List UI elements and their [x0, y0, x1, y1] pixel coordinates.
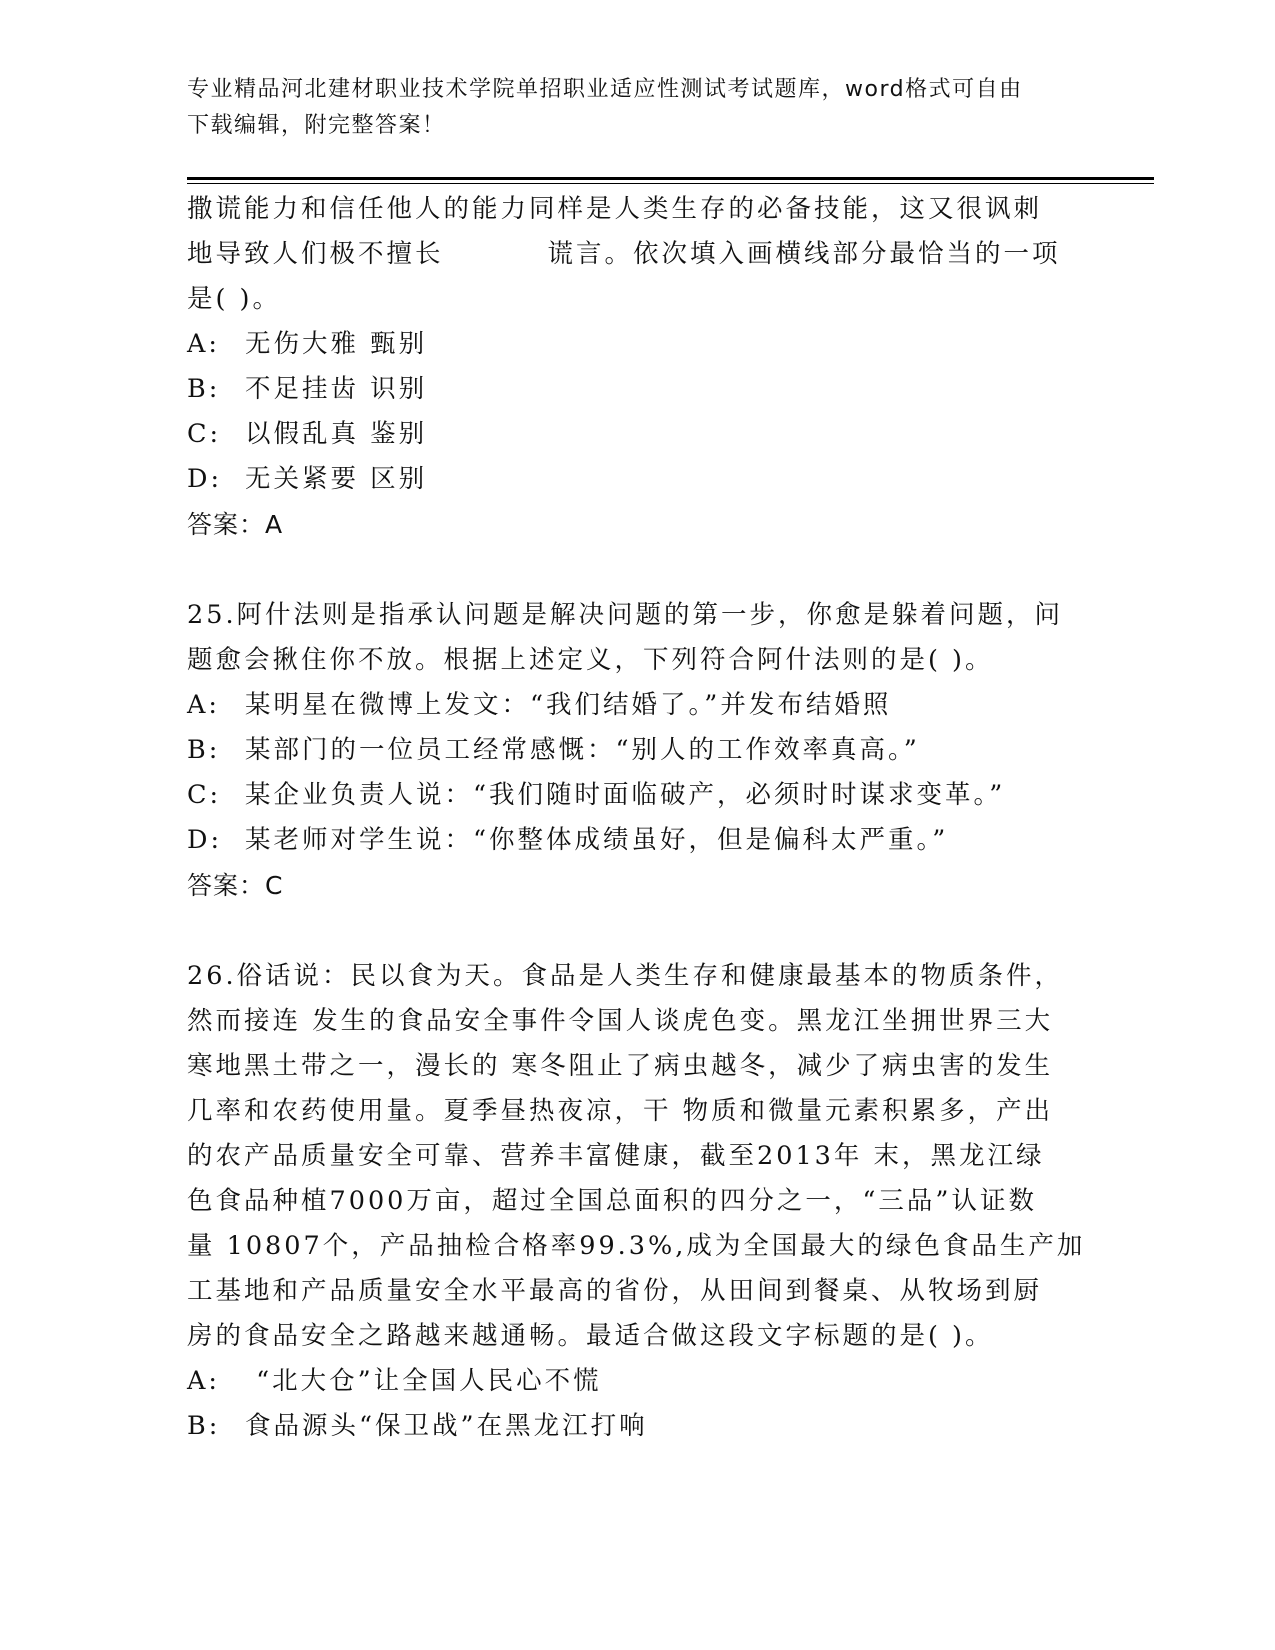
stem-line: 的农产品质量安全可靠、营养丰富健康，截至2013年 末，黑龙江绿	[187, 1141, 1045, 1171]
option-key: C:	[187, 780, 222, 810]
header-rule-thin	[187, 183, 1154, 184]
option-key: B:	[187, 735, 221, 765]
stem-line: 26.俗话说：民以食为天。食品是人类生存和健康最基本的物质条件，	[187, 961, 1064, 991]
question-24-stem	[187, 187, 1087, 322]
option-d	[187, 457, 1087, 502]
question-26-stem	[187, 954, 1087, 1359]
option-key: A:	[187, 1366, 221, 1396]
option-text: 不足挂齿 识别	[245, 374, 428, 404]
stem-line	[187, 232, 1087, 277]
option-text: 某企业负责人说：“我们随时面临破产，必须时时谋求变革。”	[245, 780, 1006, 810]
stem-line: 然而接连 发生的食品安全事件令国人谈虎色变。黑龙江坐拥世界三大	[187, 1006, 1054, 1036]
option-text: 某部门的一位员工经常感慨：“别人的工作效率真高。”	[245, 735, 920, 765]
option-text: 食品源头“保卫战”在黑龙江打响	[245, 1411, 648, 1441]
option-key: A:	[187, 329, 221, 359]
page-header	[187, 72, 1067, 144]
option-text: “北大仓”让全国人民心不慌	[245, 1366, 602, 1396]
option-a	[187, 1359, 1087, 1404]
document-body	[187, 187, 1087, 1449]
header-line-1: 专业精品河北建材职业技术学院单招职业适应性测试考试题库，word格式可自由	[187, 77, 1023, 102]
option-key: D:	[187, 825, 223, 855]
option-b	[187, 728, 1087, 773]
option-c	[187, 412, 1087, 457]
option-d	[187, 818, 1087, 863]
stem-line: 撒谎能力和信任他人的能力同样是人类生存的必备技能，这又很讽刺	[187, 194, 1043, 224]
option-key: C:	[187, 419, 222, 449]
answer-25: 答案：C	[187, 871, 284, 900]
option-text: 以假乱真 鉴别	[245, 419, 428, 449]
answer-24: 答案：A	[187, 510, 284, 539]
option-b	[187, 367, 1087, 412]
stem-line: 是( )。	[187, 284, 282, 314]
question-25-stem	[187, 593, 1087, 683]
stem-line: 工基地和产品质量安全水平最高的省份，从田间到餐桌、从牧场到厨	[187, 1276, 1043, 1306]
stem-line: 房的食品安全之路越来越通畅。最适合做这段文字标题的是( )。	[187, 1321, 994, 1351]
stem-line-part: 谎言。依次填入画横线部分最恰当的一项	[547, 239, 1061, 269]
option-text: 某老师对学生说：“你整体成绩虽好，但是偏科太严重。”	[245, 825, 949, 855]
option-b	[187, 1404, 1087, 1449]
header-rule-thick	[187, 177, 1154, 180]
spacer	[187, 908, 1087, 954]
option-c	[187, 773, 1087, 818]
stem-line: 几率和农药使用量。夏季昼热夜凉，干 物质和微量元素积累多，产出	[187, 1096, 1054, 1126]
spacer	[187, 547, 1087, 593]
stem-line: 寒地黑土带之一，漫长的 寒冬阻止了病虫越冬，减少了病虫害的发生	[187, 1051, 1054, 1081]
stem-line: 量 10807个，产品抽检合格率99.3%,成为全国最大的绿色食品生产加	[187, 1231, 1086, 1261]
stem-line: 题愈会揪住你不放。根据上述定义，下列符合阿什法则的是( )。	[187, 645, 994, 675]
option-a	[187, 683, 1087, 728]
stem-line-part: 地导致人们极不擅长	[187, 239, 444, 269]
option-text: 无伤大雅 甄别	[245, 329, 428, 359]
option-key: D:	[187, 464, 223, 494]
option-key: B:	[187, 1411, 221, 1441]
header-line-2: 下载编辑，附完整答案！	[187, 113, 446, 138]
option-key: B:	[187, 374, 221, 404]
option-text: 无关紧要 区别	[245, 464, 428, 494]
option-text: 某明星在微博上发文：“我们结婚了。”并发布结婚照	[245, 690, 892, 720]
stem-line: 25.阿什法则是指承认问题是解决问题的第一步，你愈是躲着问题，问	[187, 600, 1064, 630]
option-key: A:	[187, 690, 221, 720]
option-a	[187, 322, 1087, 367]
stem-line: 色食品种植7000万亩，超过全国总面积的四分之一，“三品”认证数	[187, 1186, 1037, 1216]
